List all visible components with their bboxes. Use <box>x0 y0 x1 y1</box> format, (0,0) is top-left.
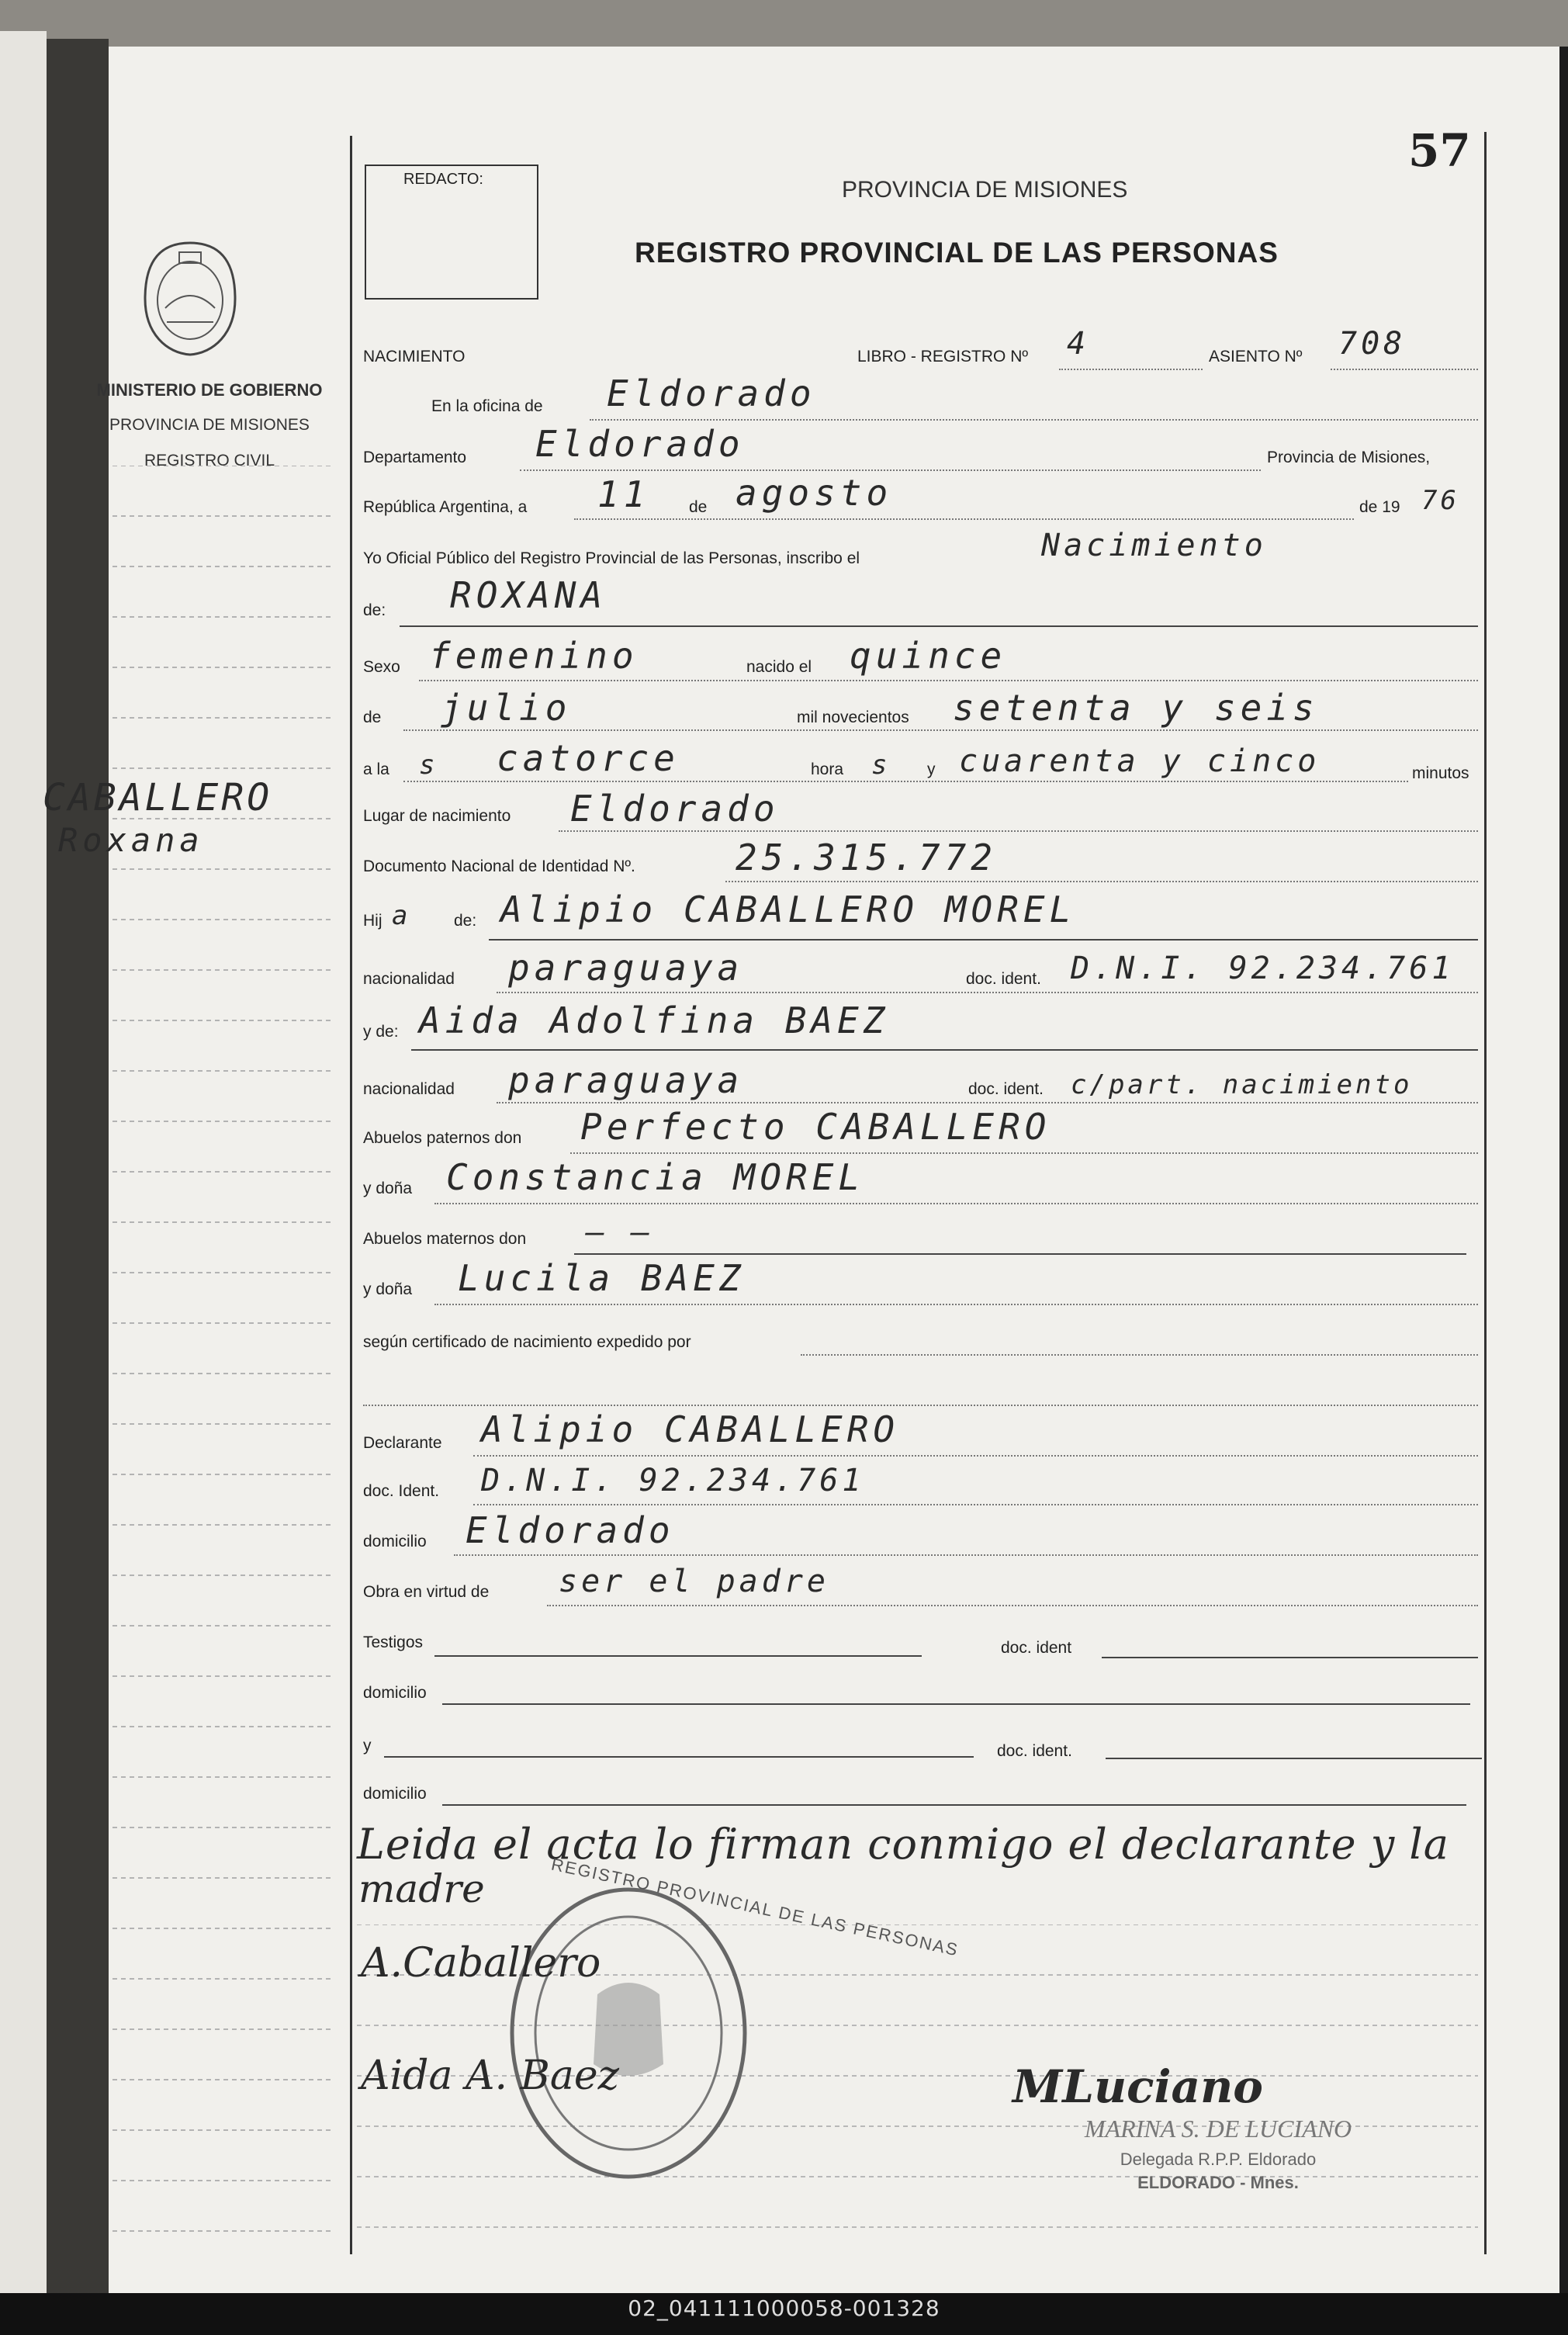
image-caption: 02_041111000058-001328 <box>628 2295 940 2321</box>
libro-line <box>1059 369 1203 370</box>
obra-label: Obra en virtud de <box>363 1583 490 1601</box>
hora-line <box>403 781 1408 782</box>
official-stamp-icon <box>497 1878 760 2188</box>
dni-label: Documento Nacional de Identidad Nº. <box>363 857 635 875</box>
mes-nac-line <box>403 729 1478 731</box>
sidebar-civil-registry: REGISTRO CIVIL <box>144 452 275 469</box>
sexo-line <box>419 680 1478 681</box>
ydona-mat-label: y doña <box>363 1280 413 1298</box>
domicilio-value: Eldorado <box>466 1509 675 1551</box>
lugar-value: Eldorado <box>570 788 780 830</box>
testigos-label: Testigos <box>363 1633 424 1651</box>
testigo2-docident-label: doc. ident. <box>997 1742 1072 1760</box>
libro-label: LIBRO - REGISTRO Nº <box>857 348 1029 365</box>
asiento-value: 708 <box>1338 326 1407 362</box>
testigo1-domicilio-label: domicilio <box>363 1684 427 1702</box>
inscribo-value: Nacimiento <box>1041 528 1267 563</box>
nombre-line <box>400 625 1478 627</box>
nombre-value: ROXANA <box>450 574 607 616</box>
anio-value: 76 <box>1421 485 1459 516</box>
book-spine <box>47 39 109 2293</box>
abuela-pat-value: Constancia MOREL <box>446 1156 865 1198</box>
domicilio-line <box>454 1554 1478 1556</box>
testigo2-line <box>384 1756 974 1758</box>
yde-label: y de: <box>363 1023 399 1041</box>
mes-value: agosto <box>736 472 893 514</box>
padre-doc-value: D.N.I. 92.234.761 <box>1071 951 1455 986</box>
closing-line-2: madre <box>358 1866 485 1911</box>
sidebar-province: PROVINCIA DE MISIONES <box>109 416 310 434</box>
padre-line <box>489 939 1478 941</box>
departamento-label: Departamento <box>363 449 467 466</box>
lugar-label: Lugar de nacimiento <box>363 807 511 825</box>
previous-page-edge <box>0 31 47 2293</box>
abuelo-pat-value: Perfecto CABALLERO <box>580 1106 1051 1148</box>
form-right-border <box>1484 132 1487 2254</box>
madre-value: Aida Adolfina BAEZ <box>419 999 890 1041</box>
testigo1-domicilio-line <box>442 1703 1470 1705</box>
ministry-title: MINISTERIO DE GOBIERNO <box>96 380 323 400</box>
provincia-label: Provincia de Misiones, <box>1267 449 1431 466</box>
official-name: MARINA S. DE LUCIANO <box>1084 2115 1352 2143</box>
certificado-label: según certificado de nacimiento expedido por <box>363 1333 691 1351</box>
nacido-value: quince <box>850 635 1007 677</box>
padre-value: Alipio CABALLERO MOREL <box>500 889 1076 930</box>
asiento-label: ASIENTO Nº <box>1209 348 1303 365</box>
abuelo-mat-value: — — <box>586 1214 654 1250</box>
official-title: Delegada R.P.P. Eldorado <box>1120 2150 1317 2169</box>
declarante-doc-line <box>473 1504 1478 1505</box>
anio-nac-value: setenta y seis <box>953 687 1319 729</box>
hij-suffix: a <box>392 900 411 931</box>
de-nombre-label: de: <box>363 601 386 619</box>
dni-line <box>725 881 1478 882</box>
declarante-line <box>473 1455 1478 1457</box>
margin-ruled-lines <box>112 466 337 2274</box>
abuelos-mat-label: Abuelos maternos don <box>363 1230 527 1248</box>
page-number: 57 <box>1408 124 1471 177</box>
madre-doc-value: c/part. nacimiento <box>1071 1069 1413 1100</box>
madre-nac-line <box>497 1102 1478 1103</box>
abuela-mat-value: Lucila BAEZ <box>458 1257 746 1299</box>
stamp-text: REGISTRO PROVINCIAL DE LAS PERSONAS <box>549 1854 961 1960</box>
padre-docident-label: doc. ident. <box>966 970 1041 988</box>
testigo1-doc-line <box>1102 1657 1478 1658</box>
sexo-label: Sexo <box>363 658 400 676</box>
nacimiento-label: NACIMIENTO <box>363 348 466 365</box>
sexo-value: femenino <box>429 635 639 677</box>
provincial-seal-icon <box>136 237 244 361</box>
certificado-line-2 <box>363 1405 1478 1406</box>
declarante-value: Alipio CABALLERO <box>481 1408 900 1450</box>
oficina-label: En la oficina de <box>431 397 543 415</box>
signature-official: MLuciano <box>1012 2060 1263 2113</box>
de-label: de <box>689 498 708 516</box>
domicilio-label: domicilio <box>363 1533 427 1550</box>
signature-madre: Aida A. Baez <box>361 2053 619 2099</box>
nacido-label: nacido el <box>746 658 812 676</box>
obra-line <box>547 1605 1478 1606</box>
departamento-value: Eldorado <box>535 423 745 465</box>
republica-label: República Argentina, a <box>363 498 528 516</box>
hora-suffix: s <box>871 750 891 781</box>
mil-label: mil novecientos <box>797 708 909 726</box>
declarante-doc-value: D.N.I. 92.234.761 <box>481 1463 865 1498</box>
fecha-line <box>574 518 1354 520</box>
oficial-text: Yo Oficial Público del Registro Provincial de las Personas, inscribo el <box>363 549 860 567</box>
oficina-value: Eldorado <box>607 372 816 414</box>
dia-value: 11 <box>597 473 650 515</box>
de-mes-label: de <box>363 708 382 726</box>
closing-line-1: Leida el acta lo firman conmigo el declarante y la <box>357 1820 1449 1869</box>
hij-de-label: de: <box>454 912 477 930</box>
certificado-line <box>801 1354 1478 1356</box>
hora-num-value: catorce <box>497 737 680 779</box>
departamento-line <box>520 469 1261 471</box>
hora-label: hora <box>811 760 844 778</box>
testigo2-domicilio-line <box>442 1804 1466 1806</box>
padre-nac-value: paraguaya <box>508 947 744 989</box>
abuelo-pat-line <box>570 1152 1478 1154</box>
scanner-top-band <box>0 0 1568 47</box>
abuelos-pat-label: Abuelos paternos don <box>363 1129 522 1147</box>
redacto-label: REDACTO: <box>403 171 483 188</box>
madre-line <box>411 1049 1478 1051</box>
testigo2-domicilio-label: domicilio <box>363 1785 427 1803</box>
minutos-label: minutos <box>1412 764 1469 782</box>
y-label: y <box>927 760 936 778</box>
abuelo-mat-line <box>574 1253 1466 1255</box>
testigo1-docident-label: doc. ident <box>1001 1639 1072 1657</box>
madre-nac-value: paraguaya <box>508 1059 744 1101</box>
madre-docident-label: doc. ident. <box>968 1080 1044 1098</box>
margin-surname-note: CABALLERO <box>43 776 273 819</box>
declarante-docident-label: doc. Ident. <box>363 1482 440 1500</box>
ydona-pat-label: y doña <box>363 1180 413 1197</box>
oficina-line <box>590 419 1478 421</box>
mes-nac-value: julio <box>441 687 572 729</box>
lugar-line <box>559 830 1478 832</box>
padre-nac-label: nacionalidad <box>363 970 455 988</box>
y2-label: y <box>363 1737 372 1755</box>
asiento-line <box>1331 369 1478 370</box>
alas-suffix: s <box>419 750 438 781</box>
signature-declarante: A.Caballero <box>361 1940 601 1987</box>
header-registry: REGISTRO PROVINCIAL DE LAS PERSONAS <box>635 237 1279 268</box>
padre-nac-line <box>497 992 1478 993</box>
abuela-pat-line <box>434 1203 1478 1204</box>
hij-label: Hij <box>363 912 382 930</box>
testigo2-doc-line <box>1106 1758 1482 1759</box>
dni-value: 25.315.772 <box>736 837 997 878</box>
testigos-line <box>434 1655 922 1657</box>
minutos-value: cuarenta y cinco <box>959 743 1321 779</box>
declarante-label: Declarante <box>363 1434 442 1452</box>
anio-prefix: de 19 <box>1359 498 1400 516</box>
alas-label: a la <box>363 760 389 778</box>
madre-nac-label: nacionalidad <box>363 1080 455 1098</box>
form-left-border <box>350 136 352 2254</box>
abuela-mat-line <box>434 1304 1478 1305</box>
official-place: ELDORADO - Mnes. <box>1137 2173 1299 2192</box>
libro-value: 4 <box>1067 326 1090 362</box>
margin-name-note: Roxana <box>58 821 204 859</box>
header-province: PROVINCIA DE MISIONES <box>842 177 1128 203</box>
obra-value: ser el padre <box>559 1564 829 1599</box>
